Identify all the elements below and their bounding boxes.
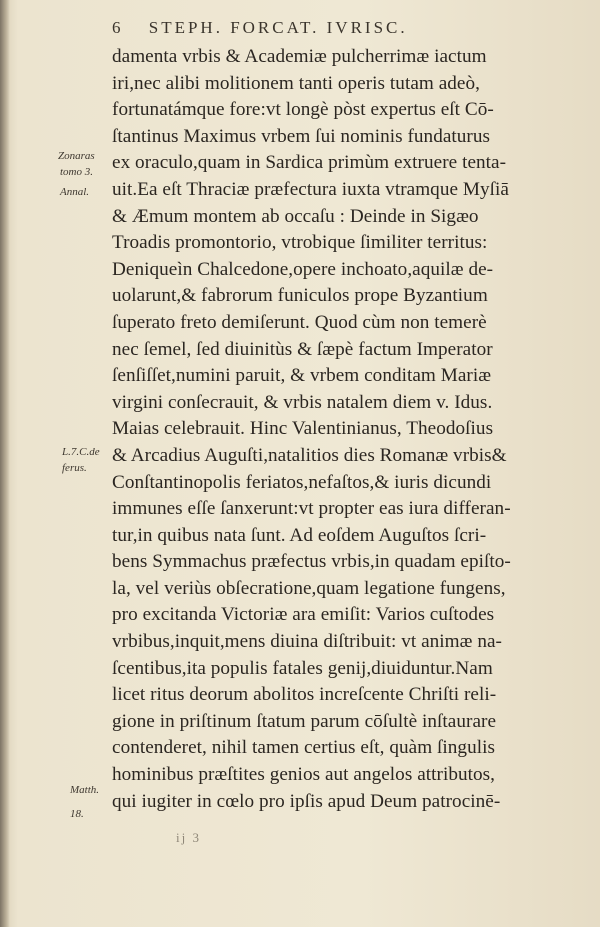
text-line: ſuperato freto demiſerunt. Quod cùm non temerè — [112, 311, 487, 333]
margin-note-code-ref: L.7.C.de — [62, 446, 100, 458]
margin-note-18: 18. — [70, 808, 84, 820]
main-text-block — [112, 44, 592, 815]
folio-number: 6 — [112, 18, 124, 37]
text-line: iri,nec alibi molitionem tanti operis tutam adeò, — [112, 72, 480, 94]
margin-note-matth: Matth. — [70, 784, 100, 796]
text-line: bens Symmachus præfectus vrbis,in quadam epiſto- — [112, 551, 511, 573]
text-line: virgini conſecrauit, & vrbis natalem diem v. Idus. — [112, 391, 493, 413]
text-line: ſcentibus,ita populis fatales genij,diuiduntur.Nam — [112, 657, 493, 679]
text-line: & Æmum montem ab occaſu : Deinde in Sigæo — [112, 205, 479, 227]
text-line: contenderet, nihil tamen certius eſt, quàm ſingulis — [112, 737, 496, 759]
text-line: Troadis promontorio, vtrobique ſimiliter territus: — [112, 232, 488, 254]
text-line: ſenſiſſet,numini paruit, & vrbem conditam Mariæ — [112, 365, 492, 387]
text-line: gione in priſtinum ſtatum parum cōſultè inſtaurare — [112, 710, 497, 732]
text-line: uolarunt,& fabrorum funiculos prope Byzantium — [112, 285, 488, 307]
page-gutter-shadow — [0, 0, 10, 927]
text-line: vrbibus,inquit,mens diuina diſtribuit: vt animæ na- — [112, 631, 503, 653]
margin-note-tomo: tomo 3. — [60, 166, 93, 178]
running-head-title: STEPH. FORCAT. IVRISC. — [148, 18, 408, 37]
margin-note-ferus: ferus. — [62, 462, 87, 474]
text-line: la, vel veriùs obſecratione,quam legatione fungens, — [112, 577, 506, 599]
text-line: qui iugiter in cœlo pro ipſis apud Deum patrocinē- — [112, 790, 501, 812]
text-line: pro excitanda Victoriæ ara emiſit: Varios cuſtodes — [112, 604, 495, 626]
signature-mark: ij 3 — [176, 830, 201, 845]
text-line: uit.Ea eſt Thraciæ præfectura iuxta vtramque Myſiā — [112, 178, 509, 200]
text-line: ſtantinus Maximus vrbem ſui nominis fundaturus — [112, 125, 491, 147]
text-line: damenta vrbis & Academiæ pulcherrimæ iactum — [112, 46, 487, 67]
text-line: licet ritus deorum abolitos increſcente Chriſti reli- — [112, 684, 497, 706]
text-line: hominibus præſtites genios aut angelos attributos, — [112, 764, 496, 786]
running-head — [112, 18, 592, 38]
text-line: Maias celebrauit. Hinc Valentinianus, Theodoſius — [112, 418, 494, 440]
margin-note-annal: Annal. — [60, 186, 90, 198]
text-line: Conſtantinopolis feriatos,nefaſtos,& iuris dicundi — [112, 471, 492, 493]
text-line: tur,in quibus nata ſunt. Ad eoſdem Auguſtos ſcri- — [112, 524, 487, 546]
text-line: ex oraculo,quam in Sardica primùm extruere tenta- — [112, 152, 507, 174]
text-line: fortunatámque fore:vt longè pòst expertus eſt Cō- — [112, 99, 494, 121]
text-line: nec ſemel, ſed diuinitùs & ſæpè factum Imperator — [112, 338, 493, 360]
margin-note-zonaras: Zonaras — [58, 150, 95, 162]
text-line: immunes eſſe ſanxerunt:vt propter eas iura differan- — [112, 498, 511, 520]
text-line: Deniqueìn Chalcedone,opere inchoato,aquilæ de- — [112, 258, 494, 280]
text-line: & Arcadius Auguſti,natalitios dies Romanæ vrbis& — [112, 444, 507, 466]
